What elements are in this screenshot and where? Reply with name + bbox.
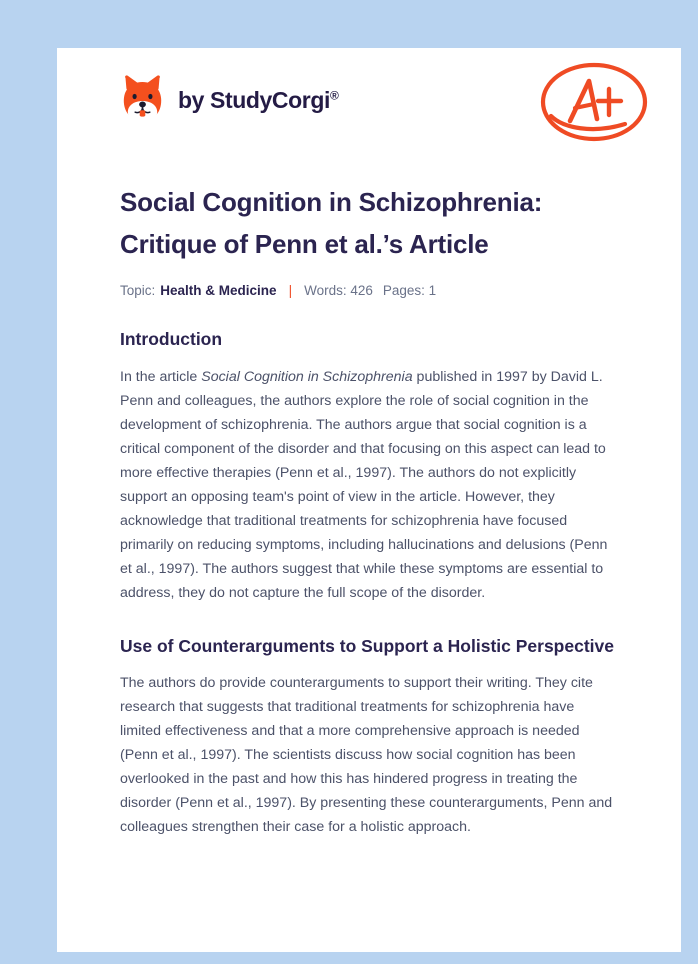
brand-logo[interactable] — [120, 74, 339, 126]
paragraph-part-italic: Social Cognition in Schizophrenia — [201, 368, 413, 385]
paragraph-part: published in 1997 by David L. Penn and colleagues, the authors explore the role of social cognition in the development of schizophrenia. The authors argue that social cognition is a critical component of the disorder and that focusing on this aspect can lead to more effective therapies (Penn et al., 1997). The authors do not explicitly support an opposing team's point of view in the article. However, they acknowledge that traditional treatments for schizophrenia have focused primarily on reducing symptoms, including hallucinations and delusions (Penn et al., 1997). The authors suggest that while these symptoms are essential to address, they do not capture the full scope of the disorder. — [120, 368, 608, 601]
topic-link[interactable]: Health & Medicine — [160, 283, 277, 299]
registered-trademark-icon: ® — [329, 87, 339, 102]
article-body — [57, 152, 681, 839]
page-header — [57, 48, 681, 152]
document-page — [57, 48, 681, 952]
paragraph-part: The authors do provide counterarguments to support their writing. They cite research that suggests that traditional treatments for schizophrenia have limited effectiveness and that a more comprehensive approach is needed (Penn et al., 1997). The scientists discuss how social cognition has been overlooked in the past and how this has hindered progress in treating the disorder (Penn et al., 1997). By presenting these counterarguments, Penn and colleagues strengthen their case for a holistic approach. — [120, 675, 613, 836]
paragraph-part: In the article — [120, 368, 202, 385]
brand-wordmark — [178, 86, 339, 113]
article-meta — [120, 283, 618, 298]
brand-name: StudyCorgi — [210, 86, 330, 113]
section-heading-introduction: Introduction — [120, 329, 223, 350]
section-paragraph-counterarguments — [120, 658, 618, 839]
meta-separator: | — [288, 283, 293, 299]
topic-label: Topic: — [120, 283, 156, 299]
corgi-face-icon — [120, 74, 165, 126]
page-title: Social Cognition in Schizophrenia: Critique of Penn et al.’s Article — [120, 187, 543, 259]
word-count: Words: 426 — [304, 283, 373, 299]
a-plus-badge-icon — [537, 58, 652, 146]
section-heading-counterarguments: Use of Counterarguments to Support a Holistic Perspective — [120, 635, 614, 656]
section-paragraph-introduction — [120, 352, 618, 605]
page-count: Pages: 1 — [382, 283, 437, 299]
brand-prefix: by — [178, 86, 211, 113]
